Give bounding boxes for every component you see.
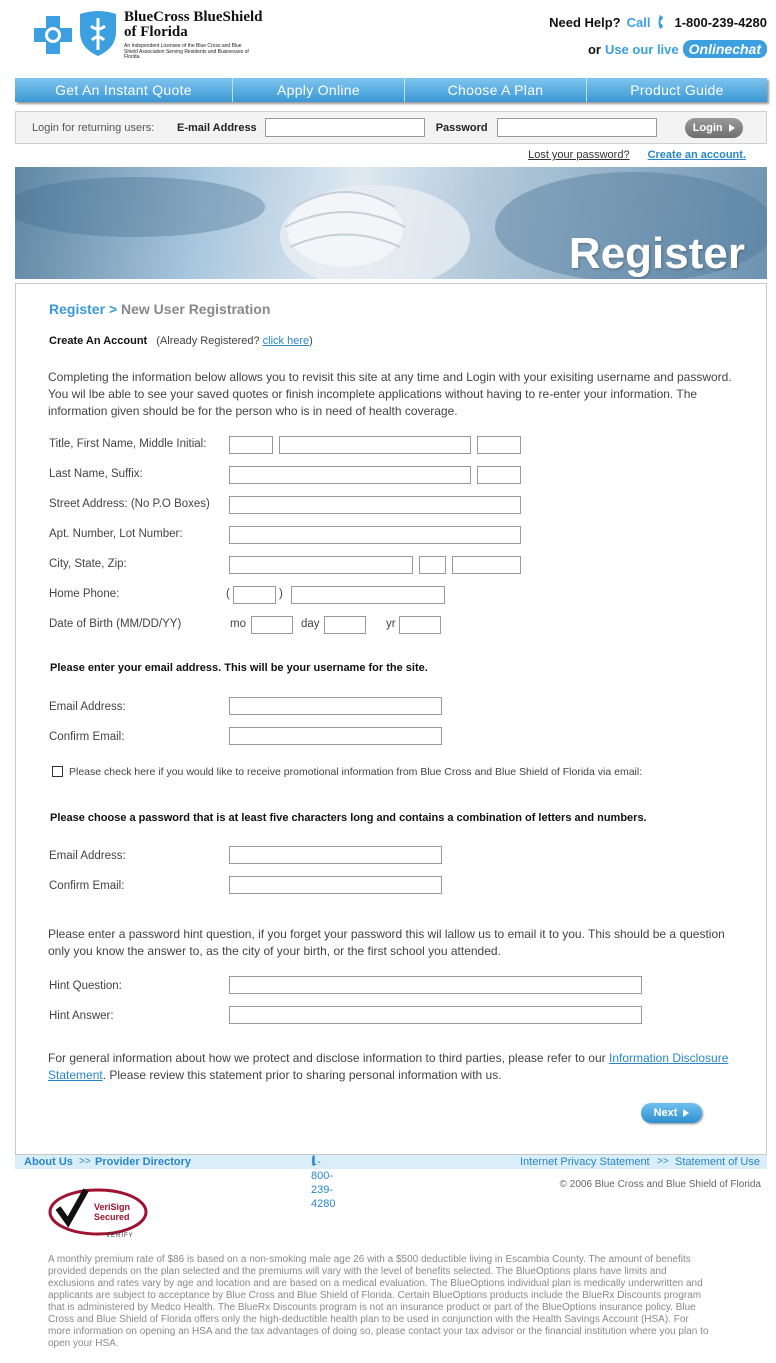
nav-product-guide[interactable]: Product Guide bbox=[630, 82, 724, 98]
brand-fine-print: An Independent Licensee of the Blue Cross and Blue Shield Association Serving Residents and Businesses of Florida. bbox=[124, 43, 249, 60]
suffix-input[interactable] bbox=[477, 466, 521, 484]
promo-checkbox-label: Please check here if you would like to receive promotional information from Blue Cross and Blue Shield of Florida via email: bbox=[69, 766, 643, 778]
promo-checkbox[interactable] bbox=[52, 766, 63, 777]
brand-name bbox=[124, 10, 263, 40]
next-button[interactable] bbox=[641, 1103, 702, 1123]
dob-month-input[interactable] bbox=[251, 616, 293, 634]
arrow-right-icon bbox=[683, 1109, 689, 1117]
disclosure-link[interactable]: Information Disclosure Statement bbox=[48, 1051, 729, 1082]
street-address-input[interactable] bbox=[229, 496, 521, 514]
help-phone-number[interactable]: 1-800-239-4280 bbox=[674, 14, 767, 30]
last-name-label: Last Name, Suffix: bbox=[49, 468, 143, 480]
city-state-zip-label: City, State, Zip: bbox=[49, 558, 127, 570]
login-button[interactable] bbox=[685, 118, 743, 138]
hint-answer-label: Hint Answer: bbox=[49, 1010, 114, 1022]
hint-question-label: Hint Question: bbox=[49, 980, 122, 992]
first-name-input[interactable] bbox=[279, 436, 471, 454]
phone-area-code-input[interactable] bbox=[233, 586, 276, 604]
state-input[interactable] bbox=[419, 556, 446, 574]
breadcrumb bbox=[49, 301, 270, 317]
register-banner bbox=[15, 167, 767, 279]
footer-separator: >> bbox=[79, 1156, 91, 1167]
brand-name-line2: of Florida bbox=[124, 24, 188, 40]
brand-name-line1: BlueCross BlueShield bbox=[124, 9, 263, 25]
phone-icon bbox=[656, 14, 668, 30]
hint-question-input[interactable] bbox=[229, 976, 642, 994]
nav-choose-plan[interactable]: Choose A Plan bbox=[405, 78, 587, 102]
apt-number-label: Apt. Number, Lot Number: bbox=[49, 528, 183, 540]
already-registered-text: (Already Registered? bbox=[156, 335, 260, 347]
phone-paren-close: ) bbox=[279, 588, 283, 600]
registration-panel bbox=[15, 283, 767, 1155]
verisign-line1: VeriSign bbox=[94, 1202, 131, 1212]
disclosure-prefix: For general information about how we protect and disclose information to third parties, please refer to our bbox=[48, 1051, 606, 1065]
breadcrumb-register[interactable]: Register bbox=[49, 301, 106, 317]
or-text: or bbox=[587, 41, 601, 57]
blue-cross-logo-icon bbox=[32, 14, 74, 56]
middle-initial-input[interactable] bbox=[477, 436, 521, 454]
title-input[interactable] bbox=[229, 436, 273, 454]
login-links bbox=[528, 149, 746, 161]
confirm-email-label: Confirm Email: bbox=[49, 731, 125, 743]
intro-paragraph: Completing the information below allows you to revisit this site at any time and Login with your exisiting username and password. You wil lbe able to see your saved quotes or finish incomplete applications without having to re-enter your information. The information given should be for the person who is in need of health coverage. bbox=[48, 370, 732, 418]
footer-about-us-link[interactable]: About Us bbox=[24, 1156, 73, 1168]
footer-phone-number: 1-800-239-4280 bbox=[311, 1156, 336, 1210]
call-text: Call bbox=[626, 14, 651, 30]
dob-mo-label: mo bbox=[230, 618, 246, 630]
login-email-input[interactable] bbox=[265, 118, 425, 137]
phone-number-input[interactable] bbox=[291, 586, 445, 604]
login-bar bbox=[15, 111, 767, 144]
already-registered-close: ) bbox=[309, 335, 313, 347]
password-input[interactable] bbox=[229, 846, 442, 864]
disclosure-suffix: . Please review this statement prior to sharing personal information with us. bbox=[102, 1068, 502, 1082]
login-button-label: Login bbox=[692, 121, 723, 134]
need-help-line bbox=[549, 14, 767, 30]
create-account-link[interactable]: Create an account. bbox=[647, 149, 746, 161]
apt-number-input[interactable] bbox=[229, 526, 521, 544]
password-note: Please choose a password that is at least five characters long and contains a combination of letters and numbers. bbox=[50, 812, 647, 824]
dob-year-input[interactable] bbox=[399, 616, 441, 634]
email-address-input[interactable] bbox=[229, 697, 442, 715]
footer-separator: >> bbox=[657, 1156, 669, 1167]
hint-answer-input[interactable] bbox=[229, 1006, 642, 1024]
live-chat-line bbox=[588, 40, 767, 58]
confirm-password-label: Confirm Email: bbox=[49, 880, 125, 892]
online-text: Online bbox=[688, 41, 733, 57]
verisign-text bbox=[94, 1202, 130, 1222]
lost-password-link[interactable]: Lost your password? bbox=[528, 149, 630, 161]
login-lead-text: Login for returning users: bbox=[32, 121, 155, 134]
login-email-label: E-mail Address bbox=[177, 121, 257, 134]
last-name-input[interactable] bbox=[229, 466, 471, 484]
use-our-live-text: Use our live bbox=[604, 41, 679, 57]
footer-privacy-link[interactable]: Internet Privacy Statement bbox=[520, 1156, 650, 1168]
footer-terms-link[interactable]: Statement of Use bbox=[675, 1156, 760, 1168]
copyright: © 2006 Blue Cross and Blue Shield of Florida bbox=[559, 1179, 761, 1190]
online-chat-button[interactable] bbox=[683, 40, 767, 58]
confirm-email-input[interactable] bbox=[229, 727, 442, 745]
verisign-line2: Secured bbox=[94, 1212, 130, 1222]
title-name-label: Title, First Name, Middle Initial: bbox=[49, 438, 207, 450]
dob-day-input[interactable] bbox=[324, 616, 366, 634]
create-account-heading bbox=[49, 335, 313, 347]
footer-provider-directory-link[interactable]: Provider Directory bbox=[95, 1156, 191, 1168]
confirm-password-input[interactable] bbox=[229, 876, 442, 894]
need-help-text: Need Help? bbox=[549, 14, 621, 30]
arrow-right-icon bbox=[729, 124, 735, 132]
city-input[interactable] bbox=[229, 556, 413, 574]
verisign-verify: VERIFY bbox=[106, 1233, 134, 1239]
banner-title: Register bbox=[568, 229, 745, 278]
email-note: Please enter your email address. This will be your username for the site. bbox=[50, 662, 428, 674]
next-button-label: Next bbox=[653, 1107, 678, 1119]
disclosure-paragraph bbox=[48, 1050, 738, 1084]
home-phone-label: Home Phone: bbox=[49, 588, 120, 600]
verisign-seal[interactable] bbox=[48, 1186, 148, 1242]
dob-day-label: day bbox=[301, 618, 320, 630]
blue-shield-logo-icon bbox=[78, 10, 118, 58]
dob-label: Date of Birth (MM/DD/YY) bbox=[49, 618, 182, 630]
chat-text: chat bbox=[732, 41, 761, 57]
email-address-label: Email Address: bbox=[49, 701, 126, 713]
breadcrumb-separator: > bbox=[108, 301, 118, 317]
main-nav bbox=[15, 78, 767, 102]
zip-input[interactable] bbox=[452, 556, 521, 574]
premium-disclaimer: A monthly premium rate of $86 is based on a non-smoking male age 26 with a $500 deductible living in Escambia County. The amount of benefits provided depends on the plan selected and the premiums will vary with the level of benefits selected. The BlueOptions plans have limits and exclusions and rates vary by age and location and are based on a medical evaluation. The BlueOptions individual plan is medically underwritten and applicants are subject to acceptance by Blue Cross and Blue Shield of Florida. Certain BlueOptions products include the BlueRx Discounts program that is administered by Medco Health. The BlueRx Discounts program is not an insurance product or part of the BlueOptions insurance policy. Blue Cross and Blue Shield of Florida offers only the high-deductible health plan to be used in conjunction with the Health Savings Account (HSA). For more information on opening an HSA and the tax advantages of doing so, please contact your tax advisor or the financial institution where you plan to open your HSA. bbox=[48, 1254, 709, 1349]
login-password-input[interactable] bbox=[497, 118, 657, 137]
footer-phone[interactable] bbox=[311, 1155, 336, 1210]
already-registered-link[interactable]: click here bbox=[262, 335, 310, 347]
phone-paren-open: ( bbox=[226, 588, 230, 600]
create-account-title: Create An Account bbox=[49, 335, 148, 347]
dob-yr-label: yr bbox=[386, 618, 396, 630]
password-label: Email Address: bbox=[49, 850, 126, 862]
login-password-label: Password bbox=[435, 121, 488, 134]
nav-apply-online[interactable]: Apply Online bbox=[233, 78, 405, 102]
breadcrumb-current: New User Registration bbox=[121, 301, 271, 317]
nav-instant-quote[interactable]: Get An Instant Quote bbox=[15, 78, 233, 102]
street-address-label: Street Address: (No P.O Boxes) bbox=[49, 498, 210, 510]
hint-intro-paragraph: Please enter a password hint question, if you forget your password this wil lallow us to email it to you. This should be a question only you know the answer to, as the city of your birth, or the first school you attended. bbox=[48, 927, 725, 958]
